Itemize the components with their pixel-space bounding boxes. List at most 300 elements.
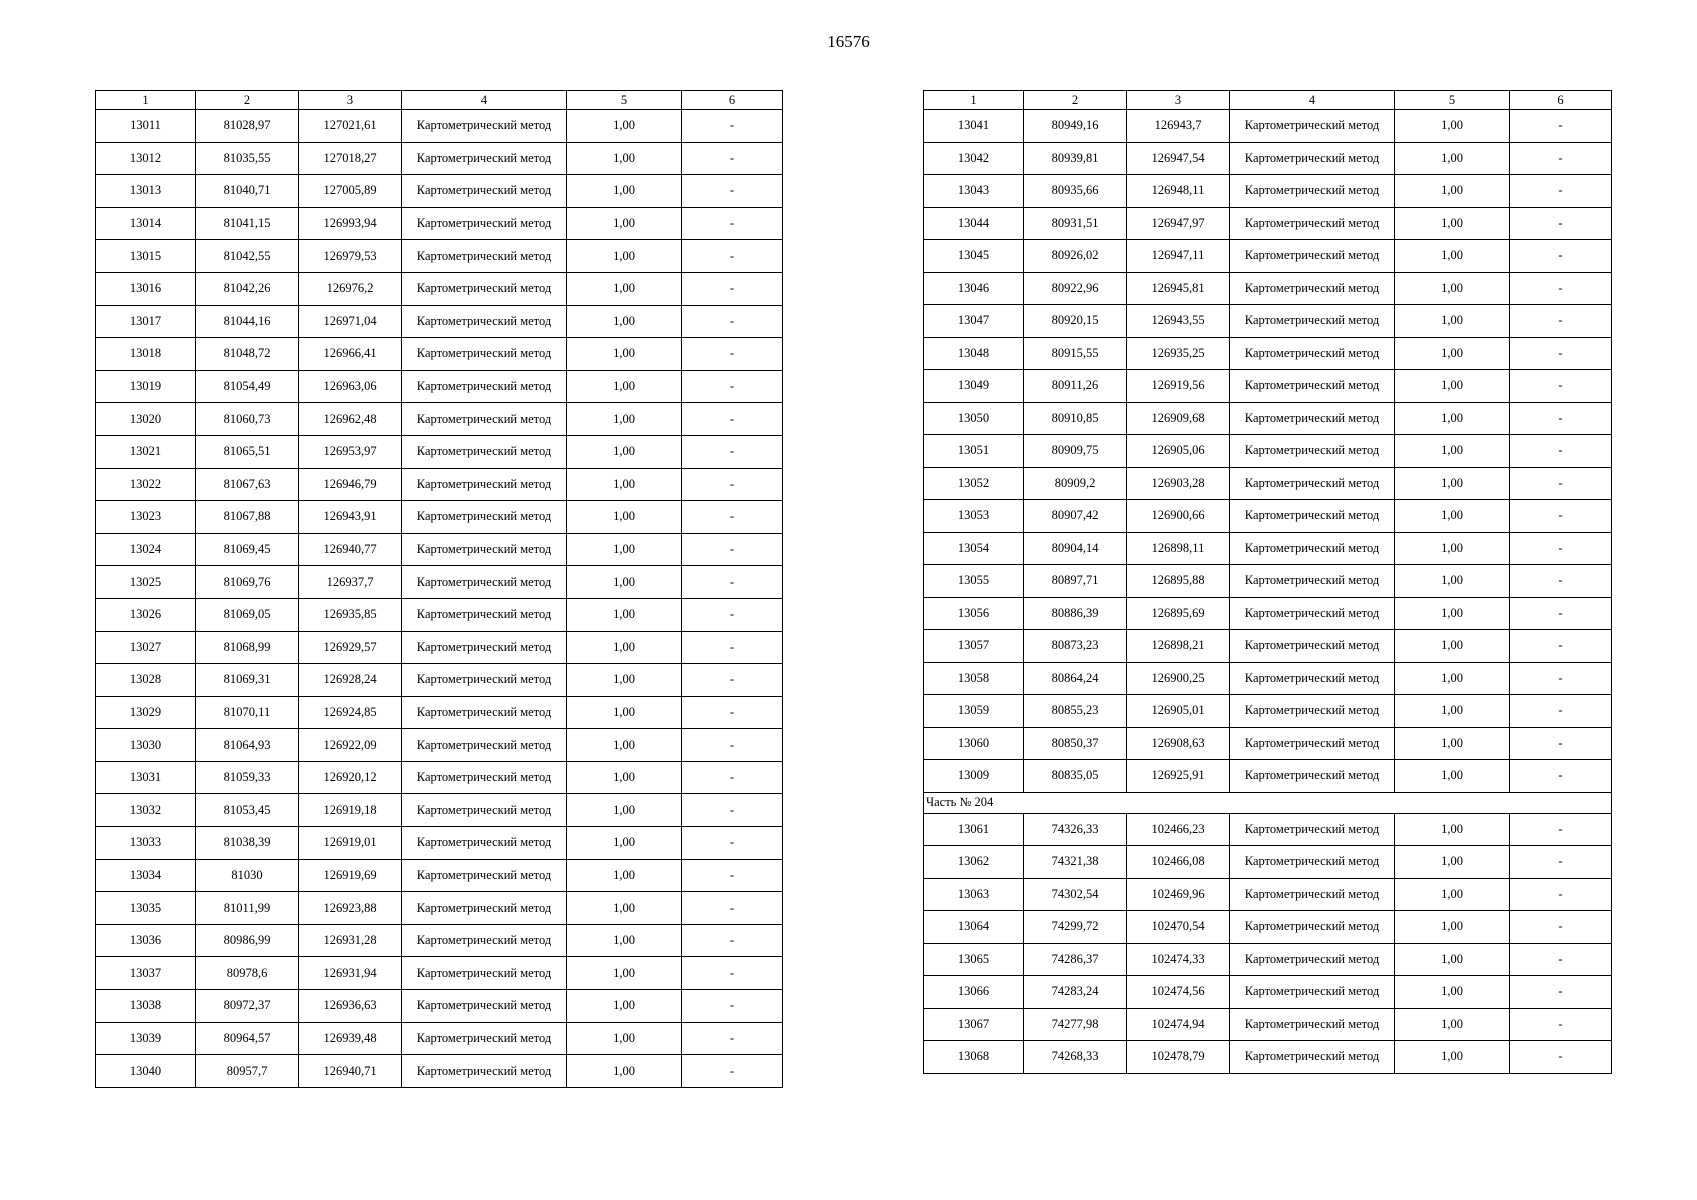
- x-coordinate-cell: 80920,15: [1024, 305, 1127, 338]
- description-cell: -: [682, 566, 783, 599]
- table-row: [96, 468, 783, 501]
- point-number-cell: 13059: [924, 695, 1024, 728]
- table-row: [96, 370, 783, 403]
- accuracy-cell: 1,00: [567, 305, 682, 338]
- accuracy-cell: 1,00: [567, 142, 682, 175]
- x-coordinate-cell: 81067,63: [196, 468, 299, 501]
- table-row: [96, 338, 783, 371]
- accuracy-cell: 1,00: [567, 892, 682, 925]
- accuracy-cell: 1,00: [1395, 240, 1510, 273]
- accuracy-cell: 1,00: [1395, 976, 1510, 1009]
- accuracy-cell: 1,00: [567, 696, 682, 729]
- x-coordinate-cell: 80909,2: [1024, 467, 1127, 500]
- method-cell: Картометрический метод: [1230, 435, 1395, 468]
- accuracy-cell: 1,00: [1395, 846, 1510, 879]
- method-cell: Картометрический метод: [402, 468, 567, 501]
- column-header-3: 3: [299, 91, 402, 110]
- point-number-cell: 13058: [924, 662, 1024, 695]
- point-number-cell: 13062: [924, 846, 1024, 879]
- column-header-2: 2: [196, 91, 299, 110]
- x-coordinate-cell: 81069,76: [196, 566, 299, 599]
- table-row: [96, 240, 783, 273]
- method-cell: Картометрический метод: [402, 729, 567, 762]
- x-coordinate-cell: 74286,37: [1024, 943, 1127, 976]
- point-number-cell: 13041: [924, 110, 1024, 143]
- accuracy-cell: 1,00: [567, 370, 682, 403]
- point-number-cell: 13012: [96, 142, 196, 175]
- method-cell: Картометрический метод: [1230, 597, 1395, 630]
- point-number-cell: 13032: [96, 794, 196, 827]
- x-coordinate-cell: 80873,23: [1024, 630, 1127, 663]
- description-cell: -: [682, 924, 783, 957]
- y-coordinate-cell: 126905,06: [1127, 435, 1230, 468]
- method-cell: Картометрический метод: [402, 435, 567, 468]
- table-row: [924, 943, 1612, 976]
- table-row: [924, 813, 1612, 846]
- x-coordinate-cell: 74302,54: [1024, 878, 1127, 911]
- method-cell: Картометрический метод: [1230, 630, 1395, 663]
- description-cell: -: [682, 1022, 783, 1055]
- x-coordinate-cell: 74326,33: [1024, 813, 1127, 846]
- column-header-1: 1: [96, 91, 196, 110]
- point-number-cell: 13052: [924, 467, 1024, 500]
- point-number-cell: 13056: [924, 597, 1024, 630]
- y-coordinate-cell: 126935,85: [299, 598, 402, 631]
- point-number-cell: 13064: [924, 911, 1024, 944]
- description-cell: -: [1510, 142, 1612, 175]
- x-coordinate-cell: 81069,31: [196, 664, 299, 697]
- x-coordinate-cell: 80935,66: [1024, 175, 1127, 208]
- header-row: [96, 91, 783, 110]
- description-cell: -: [1510, 597, 1612, 630]
- y-coordinate-cell: 126931,94: [299, 957, 402, 990]
- point-number-cell: 13047: [924, 305, 1024, 338]
- x-coordinate-cell: 80957,7: [196, 1055, 299, 1088]
- method-cell: Картометрический метод: [1230, 175, 1395, 208]
- accuracy-cell: 1,00: [1395, 565, 1510, 598]
- x-coordinate-cell: 74283,24: [1024, 976, 1127, 1009]
- accuracy-cell: 1,00: [567, 566, 682, 599]
- x-coordinate-cell: 80909,75: [1024, 435, 1127, 468]
- point-number-cell: 13051: [924, 435, 1024, 468]
- x-coordinate-cell: 81053,45: [196, 794, 299, 827]
- accuracy-cell: 1,00: [567, 501, 682, 534]
- header-row: [924, 91, 1612, 110]
- point-number-cell: 13011: [96, 110, 196, 143]
- x-coordinate-cell: 81035,55: [196, 142, 299, 175]
- x-coordinate-cell: 81069,45: [196, 533, 299, 566]
- y-coordinate-cell: 102470,54: [1127, 911, 1230, 944]
- method-cell: Картометрический метод: [402, 207, 567, 240]
- x-coordinate-cell: 80911,26: [1024, 370, 1127, 403]
- y-coordinate-cell: 126931,28: [299, 924, 402, 957]
- column-header-1: 1: [924, 91, 1024, 110]
- x-coordinate-cell: 81060,73: [196, 403, 299, 436]
- accuracy-cell: 1,00: [567, 175, 682, 208]
- method-cell: Картометрический метод: [402, 827, 567, 860]
- table-row: [96, 794, 783, 827]
- x-coordinate-cell: 81065,51: [196, 435, 299, 468]
- method-cell: Картометрический метод: [1230, 911, 1395, 944]
- x-coordinate-cell: 81030: [196, 859, 299, 892]
- accuracy-cell: 1,00: [567, 794, 682, 827]
- description-cell: -: [682, 175, 783, 208]
- y-coordinate-cell: 126929,57: [299, 631, 402, 664]
- method-cell: Картометрический метод: [1230, 305, 1395, 338]
- point-number-cell: 13054: [924, 532, 1024, 565]
- method-cell: Картометрический метод: [1230, 662, 1395, 695]
- table-row: [96, 175, 783, 208]
- x-coordinate-cell: 81069,05: [196, 598, 299, 631]
- point-number-cell: 13060: [924, 727, 1024, 760]
- point-number-cell: 13033: [96, 827, 196, 860]
- x-coordinate-cell: 81040,71: [196, 175, 299, 208]
- accuracy-cell: 1,00: [1395, 110, 1510, 143]
- description-cell: -: [1510, 760, 1612, 793]
- method-cell: Картометрический метод: [1230, 467, 1395, 500]
- method-cell: Картометрический метод: [1230, 760, 1395, 793]
- point-number-cell: 13061: [924, 813, 1024, 846]
- table-row: [96, 403, 783, 436]
- point-number-cell: 13024: [96, 533, 196, 566]
- method-cell: Картометрический метод: [1230, 500, 1395, 533]
- table-row: [96, 696, 783, 729]
- page-number: 16576: [827, 32, 870, 51]
- description-cell: -: [682, 501, 783, 534]
- description-cell: -: [682, 892, 783, 925]
- accuracy-cell: 1,00: [567, 598, 682, 631]
- method-cell: Картометрический метод: [1230, 240, 1395, 273]
- method-cell: Картометрический метод: [1230, 695, 1395, 728]
- x-coordinate-cell: 80972,37: [196, 990, 299, 1023]
- y-coordinate-cell: 127005,89: [299, 175, 402, 208]
- y-coordinate-cell: 102474,94: [1127, 1008, 1230, 1041]
- point-number-cell: 13030: [96, 729, 196, 762]
- method-cell: Картометрический метод: [1230, 846, 1395, 879]
- y-coordinate-cell: 126979,53: [299, 240, 402, 273]
- description-cell: -: [1510, 813, 1612, 846]
- description-cell: -: [682, 598, 783, 631]
- x-coordinate-cell: 74299,72: [1024, 911, 1127, 944]
- accuracy-cell: 1,00: [567, 272, 682, 305]
- point-number-cell: 13057: [924, 630, 1024, 663]
- x-coordinate-cell: 81011,99: [196, 892, 299, 925]
- y-coordinate-cell: 126925,91: [1127, 760, 1230, 793]
- y-coordinate-cell: 126919,56: [1127, 370, 1230, 403]
- table-row: [924, 727, 1612, 760]
- y-coordinate-cell: 126963,06: [299, 370, 402, 403]
- point-number-cell: 13036: [96, 924, 196, 957]
- x-coordinate-cell: 80939,81: [1024, 142, 1127, 175]
- table-row: [96, 729, 783, 762]
- method-cell: Картометрический метод: [402, 566, 567, 599]
- x-coordinate-cell: 81044,16: [196, 305, 299, 338]
- description-cell: -: [1510, 500, 1612, 533]
- x-coordinate-cell: 81042,55: [196, 240, 299, 273]
- point-number-cell: 13068: [924, 1041, 1024, 1074]
- description-cell: -: [1510, 662, 1612, 695]
- method-cell: Картометрический метод: [1230, 142, 1395, 175]
- point-number-cell: 13048: [924, 337, 1024, 370]
- accuracy-cell: 1,00: [567, 827, 682, 860]
- table-row: [924, 662, 1612, 695]
- point-number-cell: 13045: [924, 240, 1024, 273]
- x-coordinate-cell: 74268,33: [1024, 1041, 1127, 1074]
- x-coordinate-cell: 80907,42: [1024, 500, 1127, 533]
- method-cell: Картометрический метод: [402, 501, 567, 534]
- column-header-2: 2: [1024, 91, 1127, 110]
- point-number-cell: 13020: [96, 403, 196, 436]
- method-cell: Картометрический метод: [402, 142, 567, 175]
- y-coordinate-cell: 126937,7: [299, 566, 402, 599]
- method-cell: Картометрический метод: [1230, 1041, 1395, 1074]
- column-header-4: 4: [402, 91, 567, 110]
- accuracy-cell: 1,00: [1395, 272, 1510, 305]
- method-cell: Картометрический метод: [1230, 878, 1395, 911]
- description-cell: -: [682, 533, 783, 566]
- method-cell: Картометрический метод: [402, 1022, 567, 1055]
- accuracy-cell: 1,00: [1395, 305, 1510, 338]
- method-cell: Картометрический метод: [402, 533, 567, 566]
- accuracy-cell: 1,00: [1395, 911, 1510, 944]
- description-cell: -: [682, 827, 783, 860]
- description-cell: -: [1510, 943, 1612, 976]
- description-cell: -: [682, 859, 783, 892]
- table-row: [924, 175, 1612, 208]
- y-coordinate-cell: 126898,11: [1127, 532, 1230, 565]
- x-coordinate-cell: 80904,14: [1024, 532, 1127, 565]
- table-row: [924, 878, 1612, 911]
- x-coordinate-cell: 74321,38: [1024, 846, 1127, 879]
- point-number-cell: 13049: [924, 370, 1024, 403]
- table-body: [96, 110, 783, 1088]
- y-coordinate-cell: 126900,66: [1127, 500, 1230, 533]
- point-number-cell: 13065: [924, 943, 1024, 976]
- y-coordinate-cell: 102474,33: [1127, 943, 1230, 976]
- table-row: [924, 976, 1612, 1009]
- method-cell: Картометрический метод: [1230, 110, 1395, 143]
- method-cell: Картометрический метод: [1230, 532, 1395, 565]
- description-cell: -: [1510, 370, 1612, 403]
- point-number-cell: 13025: [96, 566, 196, 599]
- method-cell: Картометрический метод: [402, 924, 567, 957]
- column-header-6: 6: [1510, 91, 1612, 110]
- table-row: [96, 533, 783, 566]
- table-row: [96, 1055, 783, 1088]
- x-coordinate-cell: 80864,24: [1024, 662, 1127, 695]
- point-number-cell: 13028: [96, 664, 196, 697]
- point-number-cell: 13019: [96, 370, 196, 403]
- accuracy-cell: 1,00: [567, 1022, 682, 1055]
- point-number-cell: 13055: [924, 565, 1024, 598]
- table-row: [96, 990, 783, 1023]
- table-row: [924, 1008, 1612, 1041]
- method-cell: Картометрический метод: [402, 305, 567, 338]
- description-cell: -: [682, 664, 783, 697]
- column-header-6: 6: [682, 91, 783, 110]
- y-coordinate-cell: 126903,28: [1127, 467, 1230, 500]
- point-number-cell: 13015: [96, 240, 196, 273]
- method-cell: Картометрический метод: [1230, 565, 1395, 598]
- table-row: [924, 337, 1612, 370]
- accuracy-cell: 1,00: [1395, 813, 1510, 846]
- table-row: [96, 924, 783, 957]
- column-header-3: 3: [1127, 91, 1230, 110]
- y-coordinate-cell: 126895,88: [1127, 565, 1230, 598]
- method-cell: Картометрический метод: [402, 794, 567, 827]
- accuracy-cell: 1,00: [1395, 760, 1510, 793]
- description-cell: -: [1510, 240, 1612, 273]
- description-cell: -: [1510, 976, 1612, 1009]
- accuracy-cell: 1,00: [1395, 142, 1510, 175]
- y-coordinate-cell: 126920,12: [299, 761, 402, 794]
- accuracy-cell: 1,00: [567, 957, 682, 990]
- description-cell: -: [682, 305, 783, 338]
- y-coordinate-cell: 126993,94: [299, 207, 402, 240]
- method-cell: Картометрический метод: [402, 175, 567, 208]
- method-cell: Картометрический метод: [402, 859, 567, 892]
- table-row: [924, 846, 1612, 879]
- accuracy-cell: 1,00: [1395, 943, 1510, 976]
- description-cell: -: [682, 142, 783, 175]
- y-coordinate-cell: 126962,48: [299, 403, 402, 436]
- point-number-cell: 13029: [96, 696, 196, 729]
- y-coordinate-cell: 126943,7: [1127, 110, 1230, 143]
- point-number-cell: 13050: [924, 402, 1024, 435]
- table-row: [924, 695, 1612, 728]
- table-header: [924, 91, 1612, 110]
- point-number-cell: 13037: [96, 957, 196, 990]
- table-row: [96, 892, 783, 925]
- table-body: [924, 110, 1612, 1074]
- point-number-cell: 13016: [96, 272, 196, 305]
- table-row: [96, 827, 783, 860]
- point-number-cell: 13013: [96, 175, 196, 208]
- description-cell: -: [1510, 727, 1612, 760]
- table-row: [924, 370, 1612, 403]
- point-number-cell: 13066: [924, 976, 1024, 1009]
- method-cell: Картометрический метод: [402, 240, 567, 273]
- point-number-cell: 13035: [96, 892, 196, 925]
- description-cell: -: [682, 403, 783, 436]
- description-cell: -: [1510, 1041, 1612, 1074]
- accuracy-cell: 1,00: [1395, 500, 1510, 533]
- y-coordinate-cell: 126939,48: [299, 1022, 402, 1055]
- description-cell: -: [1510, 467, 1612, 500]
- method-cell: Картометрический метод: [402, 990, 567, 1023]
- table-row: [924, 532, 1612, 565]
- y-coordinate-cell: 126943,55: [1127, 305, 1230, 338]
- x-coordinate-cell: 81048,72: [196, 338, 299, 371]
- description-cell: -: [682, 729, 783, 762]
- table-row: [924, 207, 1612, 240]
- x-coordinate-cell: 80986,99: [196, 924, 299, 957]
- point-number-cell: 13046: [924, 272, 1024, 305]
- accuracy-cell: 1,00: [1395, 467, 1510, 500]
- table-header: [96, 91, 783, 110]
- column-header-4: 4: [1230, 91, 1395, 110]
- x-coordinate-cell: 81041,15: [196, 207, 299, 240]
- point-number-cell: 13034: [96, 859, 196, 892]
- method-cell: Картометрический метод: [1230, 272, 1395, 305]
- method-cell: Картометрический метод: [1230, 976, 1395, 1009]
- description-cell: -: [1510, 532, 1612, 565]
- accuracy-cell: 1,00: [567, 664, 682, 697]
- y-coordinate-cell: 126898,21: [1127, 630, 1230, 663]
- table-row: [96, 272, 783, 305]
- accuracy-cell: 1,00: [1395, 337, 1510, 370]
- x-coordinate-cell: 80964,57: [196, 1022, 299, 1055]
- accuracy-cell: 1,00: [567, 435, 682, 468]
- y-coordinate-cell: 126919,01: [299, 827, 402, 860]
- table-row: [96, 207, 783, 240]
- y-coordinate-cell: 102466,23: [1127, 813, 1230, 846]
- method-cell: Картометрический метод: [1230, 207, 1395, 240]
- method-cell: Картометрический метод: [402, 957, 567, 990]
- method-cell: Картометрический метод: [402, 892, 567, 925]
- point-number-cell: 13042: [924, 142, 1024, 175]
- accuracy-cell: 1,00: [567, 207, 682, 240]
- accuracy-cell: 1,00: [567, 631, 682, 664]
- x-coordinate-cell: 80926,02: [1024, 240, 1127, 273]
- description-cell: -: [1510, 878, 1612, 911]
- y-coordinate-cell: 126900,25: [1127, 662, 1230, 695]
- point-number-cell: 13067: [924, 1008, 1024, 1041]
- accuracy-cell: 1,00: [1395, 370, 1510, 403]
- table-row: [96, 761, 783, 794]
- accuracy-cell: 1,00: [1395, 175, 1510, 208]
- description-cell: -: [1510, 207, 1612, 240]
- x-coordinate-cell: 80886,39: [1024, 597, 1127, 630]
- x-coordinate-cell: 81064,93: [196, 729, 299, 762]
- description-cell: -: [1510, 435, 1612, 468]
- y-coordinate-cell: 126928,24: [299, 664, 402, 697]
- y-coordinate-cell: 126946,79: [299, 468, 402, 501]
- x-coordinate-cell: 81028,97: [196, 110, 299, 143]
- section-label: Часть № 204: [924, 792, 1612, 813]
- table-row: [96, 566, 783, 599]
- table-row: [924, 500, 1612, 533]
- description-cell: -: [682, 338, 783, 371]
- method-cell: Картометрический метод: [1230, 727, 1395, 760]
- description-cell: -: [682, 468, 783, 501]
- description-cell: -: [1510, 695, 1612, 728]
- method-cell: Картометрический метод: [402, 403, 567, 436]
- description-cell: -: [682, 370, 783, 403]
- y-coordinate-cell: 126943,91: [299, 501, 402, 534]
- method-cell: Картометрический метод: [402, 696, 567, 729]
- table-row: [924, 110, 1612, 143]
- accuracy-cell: 1,00: [567, 761, 682, 794]
- coordinates-table-left: [95, 90, 783, 1088]
- method-cell: Картометрический метод: [1230, 402, 1395, 435]
- section-row: [924, 792, 1612, 813]
- description-cell: -: [1510, 846, 1612, 879]
- y-coordinate-cell: 102469,96: [1127, 878, 1230, 911]
- accuracy-cell: 1,00: [567, 924, 682, 957]
- method-cell: Картометрический метод: [402, 598, 567, 631]
- method-cell: Картометрический метод: [1230, 337, 1395, 370]
- accuracy-cell: 1,00: [1395, 1041, 1510, 1074]
- x-coordinate-cell: 80978,6: [196, 957, 299, 990]
- description-cell: -: [682, 990, 783, 1023]
- y-coordinate-cell: 126953,97: [299, 435, 402, 468]
- description-cell: -: [682, 1055, 783, 1088]
- point-number-cell: 13031: [96, 761, 196, 794]
- method-cell: Картометрический метод: [402, 338, 567, 371]
- accuracy-cell: 1,00: [567, 240, 682, 273]
- accuracy-cell: 1,00: [567, 1055, 682, 1088]
